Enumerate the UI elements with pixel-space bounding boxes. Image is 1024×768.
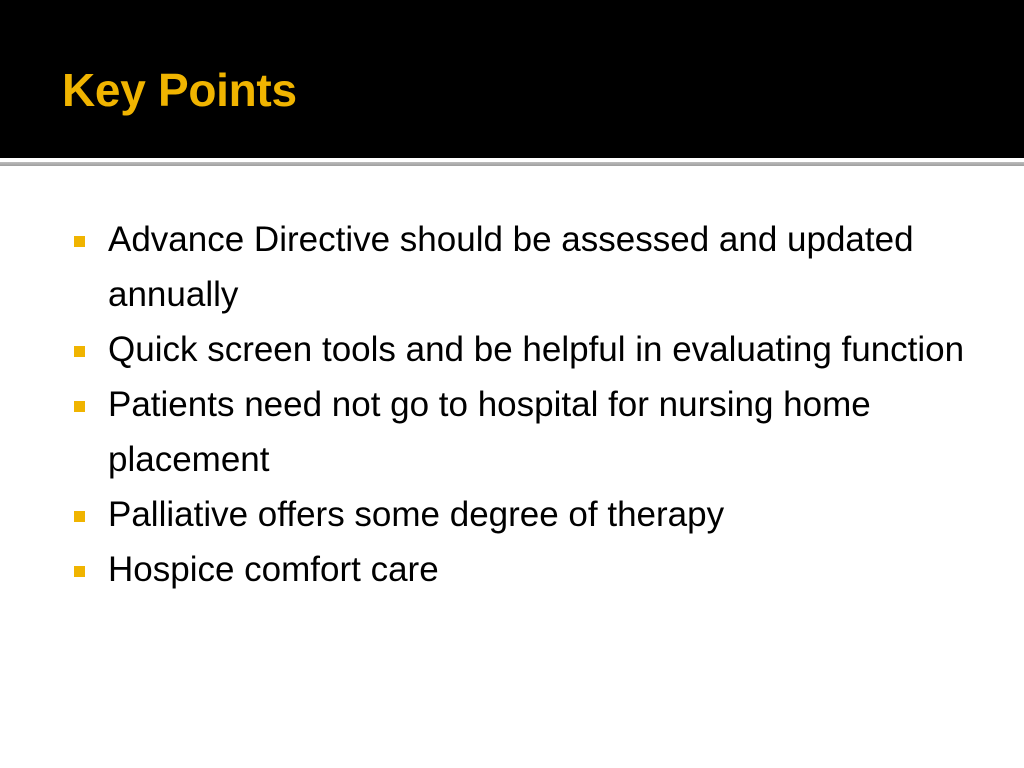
square-bullet-icon — [74, 346, 85, 357]
bullet-text: Hospice comfort care — [108, 550, 439, 589]
bullet-text: Patients need not go to hospital for nursing home placement — [108, 385, 871, 479]
bullet-item — [74, 487, 974, 542]
bullet-list — [74, 212, 974, 597]
bullet-item — [74, 322, 974, 377]
bullet-text: Quick screen tools and be helpful in evaluating function — [108, 330, 965, 369]
bullet-item — [74, 212, 974, 322]
bullet-text: Advance Directive should be assessed and updated annually — [108, 220, 914, 314]
bullet-item — [74, 542, 974, 597]
square-bullet-icon — [74, 566, 85, 577]
title-divider — [0, 162, 1024, 166]
title-bar — [0, 0, 1024, 158]
square-bullet-icon — [74, 401, 85, 412]
bullet-item — [74, 377, 974, 487]
square-bullet-icon — [74, 236, 85, 247]
square-bullet-icon — [74, 511, 85, 522]
bullet-text: Palliative offers some degree of therapy — [108, 495, 725, 534]
slide-title: Key Points — [62, 64, 297, 116]
